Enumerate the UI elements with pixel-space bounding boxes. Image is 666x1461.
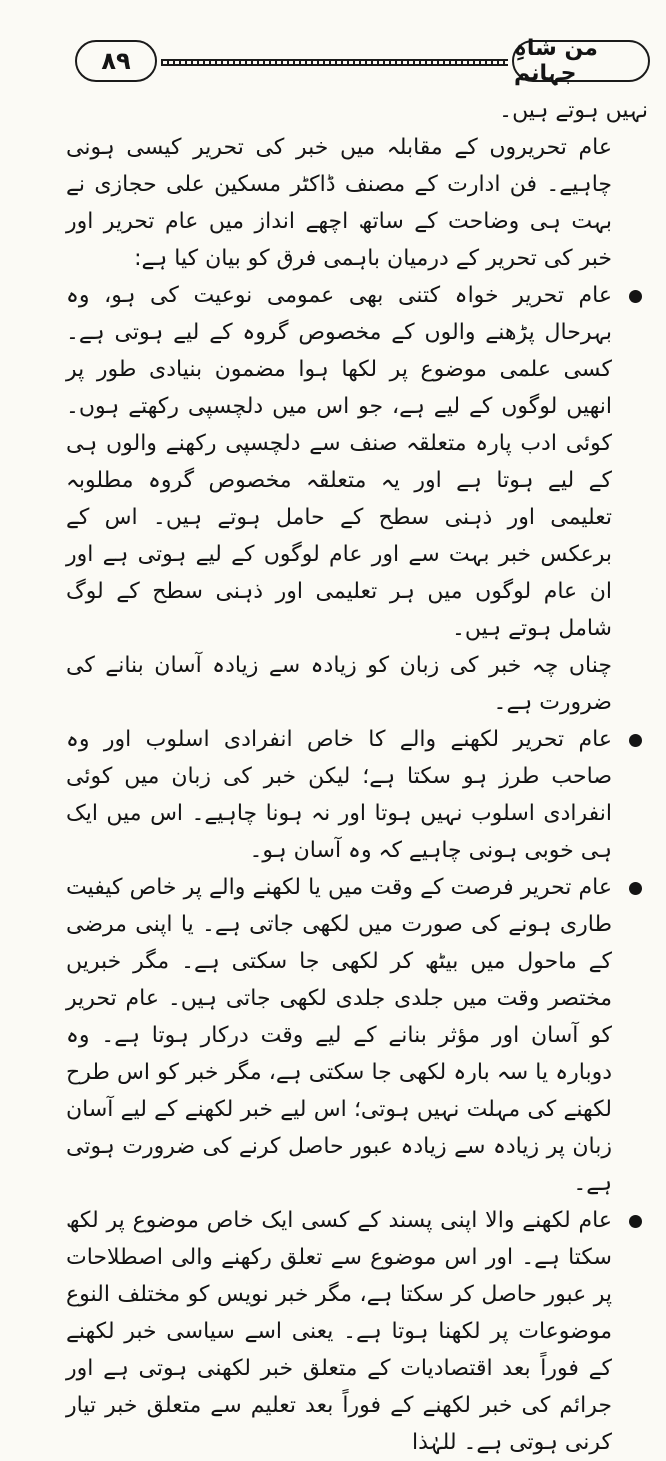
list-item-text: عام تحریر فرصت کے وقت میں یا لکھنے والے پر خاص کیفیت طاری ہونے کی صورت میں لکھی جاتی ہے۔ یا اپنی مرضی کے ماحول میں بیٹھ کر لکھی جا سکتی ہے۔ مگر خبریں مختصر وقت میں جلدی جلدی لکھی جاتی ہیں۔ عام تحریر کو آسان اور مؤثر بنانے کے لیے وقت درکار ہوتا ہے۔ وہ دوبارہ یا سہ بارہ لکھی جا سکتی ہے، مگر خبر کو اس طرح لکھنے کی مہلت نہیں ہوتی؛ اس لیے خبر لکھنے کے لیے آسان زبان پر زیادہ سے زیادہ عبور حاصل کرنے کی ضرورت ہوتی ہے۔ [66, 875, 612, 1196]
paragraph-continuation: نہیں ہوتے ہیں۔ [499, 98, 648, 123]
list-item-text: عام لکھنے والا اپنی پسند کے کسی ایک خاص موضوع پر لکھ سکتا ہے۔ اور اس موضوع سے تعلق رکھنے والی اصطلاحات پر عبور حاصل کر سکتا ہے، مگر خبر نویس کو مختلف النوع موضوعات پر لکھنا ہوتا ہے۔ یعنی اسے سیاسی خبر لکھنے کے فوراً بعد اقتصادیات کے متعلق خبر لکھنی ہوتی ہے اور جرائم کی خبر لکھنے کے فوراً بعد تعلیم سے متعلق خبر تیار کرنی ہوتی ہے۔ للہٰذا [66, 1208, 612, 1455]
page-body [66, 92, 648, 1455]
page-number: ۸۹ [75, 40, 157, 82]
book-title: من شاہِ جہانم [512, 40, 650, 82]
page-header [75, 36, 650, 86]
list-item-text: عام تحریر خواہ کتنی بھی عمومی نوعیت کی ہو، وہ بہرحال پڑھنے والوں کے مخصوص گروہ کے لیے ہوتی ہے۔ کسی علمی موضوع پر لکھا ہوا مضمون بنیادی طور پر انھیں لوگوں کے لیے ہے، جو اس میں دلچسپی رکھتے ہوں۔ کوئی ادب پارہ متعلقہ صنف سے دلچسپی رکھنے والوں ہی کے لیے ہوتا ہے اور یہ متعلقہ مخصوص گروہ مطلوبہ تعلیمی اور ذہنی سطح کے حامل ہوتے ہیں۔ اس کے برعکس خبر بہت سے اور عام لوگوں کے لیے ہوتی ہے اور ان عام لوگوں میں ہر تعلیمی اور ذہنی سطح کے لوگ شامل ہوتے ہیں۔ [66, 283, 612, 641]
paragraph-intro: عام تحریروں کے مقابلہ میں خبر کی تحریر کیسی ہونی چاہیے۔ فن ادارت کے مصنف ڈاکٹر مسکین علی حجازی نے بہت ہی وضاحت کے ساتھ اچھے انداز میں عام تحریر اور خبر کی تحریر کے درمیان باہمی فرق کو بیان کیا ہے: [66, 135, 612, 271]
list-item [66, 869, 648, 1202]
list-item [66, 277, 648, 721]
list-item-conclusion: چناں چہ خبر کی زبان کو زیادہ سے زیادہ آسان بنانے کی ضرورت ہے۔ [66, 653, 612, 715]
comparison-list [66, 277, 648, 1461]
list-item [66, 721, 648, 869]
bullet-icon [629, 1215, 642, 1228]
bullet-icon [629, 882, 642, 895]
list-item [66, 1202, 648, 1461]
header-ornament-rule [161, 59, 508, 66]
bullet-icon [629, 734, 642, 747]
bullet-icon [629, 290, 642, 303]
list-item-text: عام تحریر لکھنے والے کا خاص انفرادی اسلوب اور وہ صاحب طرز ہو سکتا ہے؛ لیکن خبر کی زبان میں کوئی انفرادی اسلوب نہیں ہوتا اور نہ ہونا چاہیے۔ اس میں ایک ہی خوبی ہونی چاہیے کہ وہ آسان ہو۔ [66, 727, 612, 863]
